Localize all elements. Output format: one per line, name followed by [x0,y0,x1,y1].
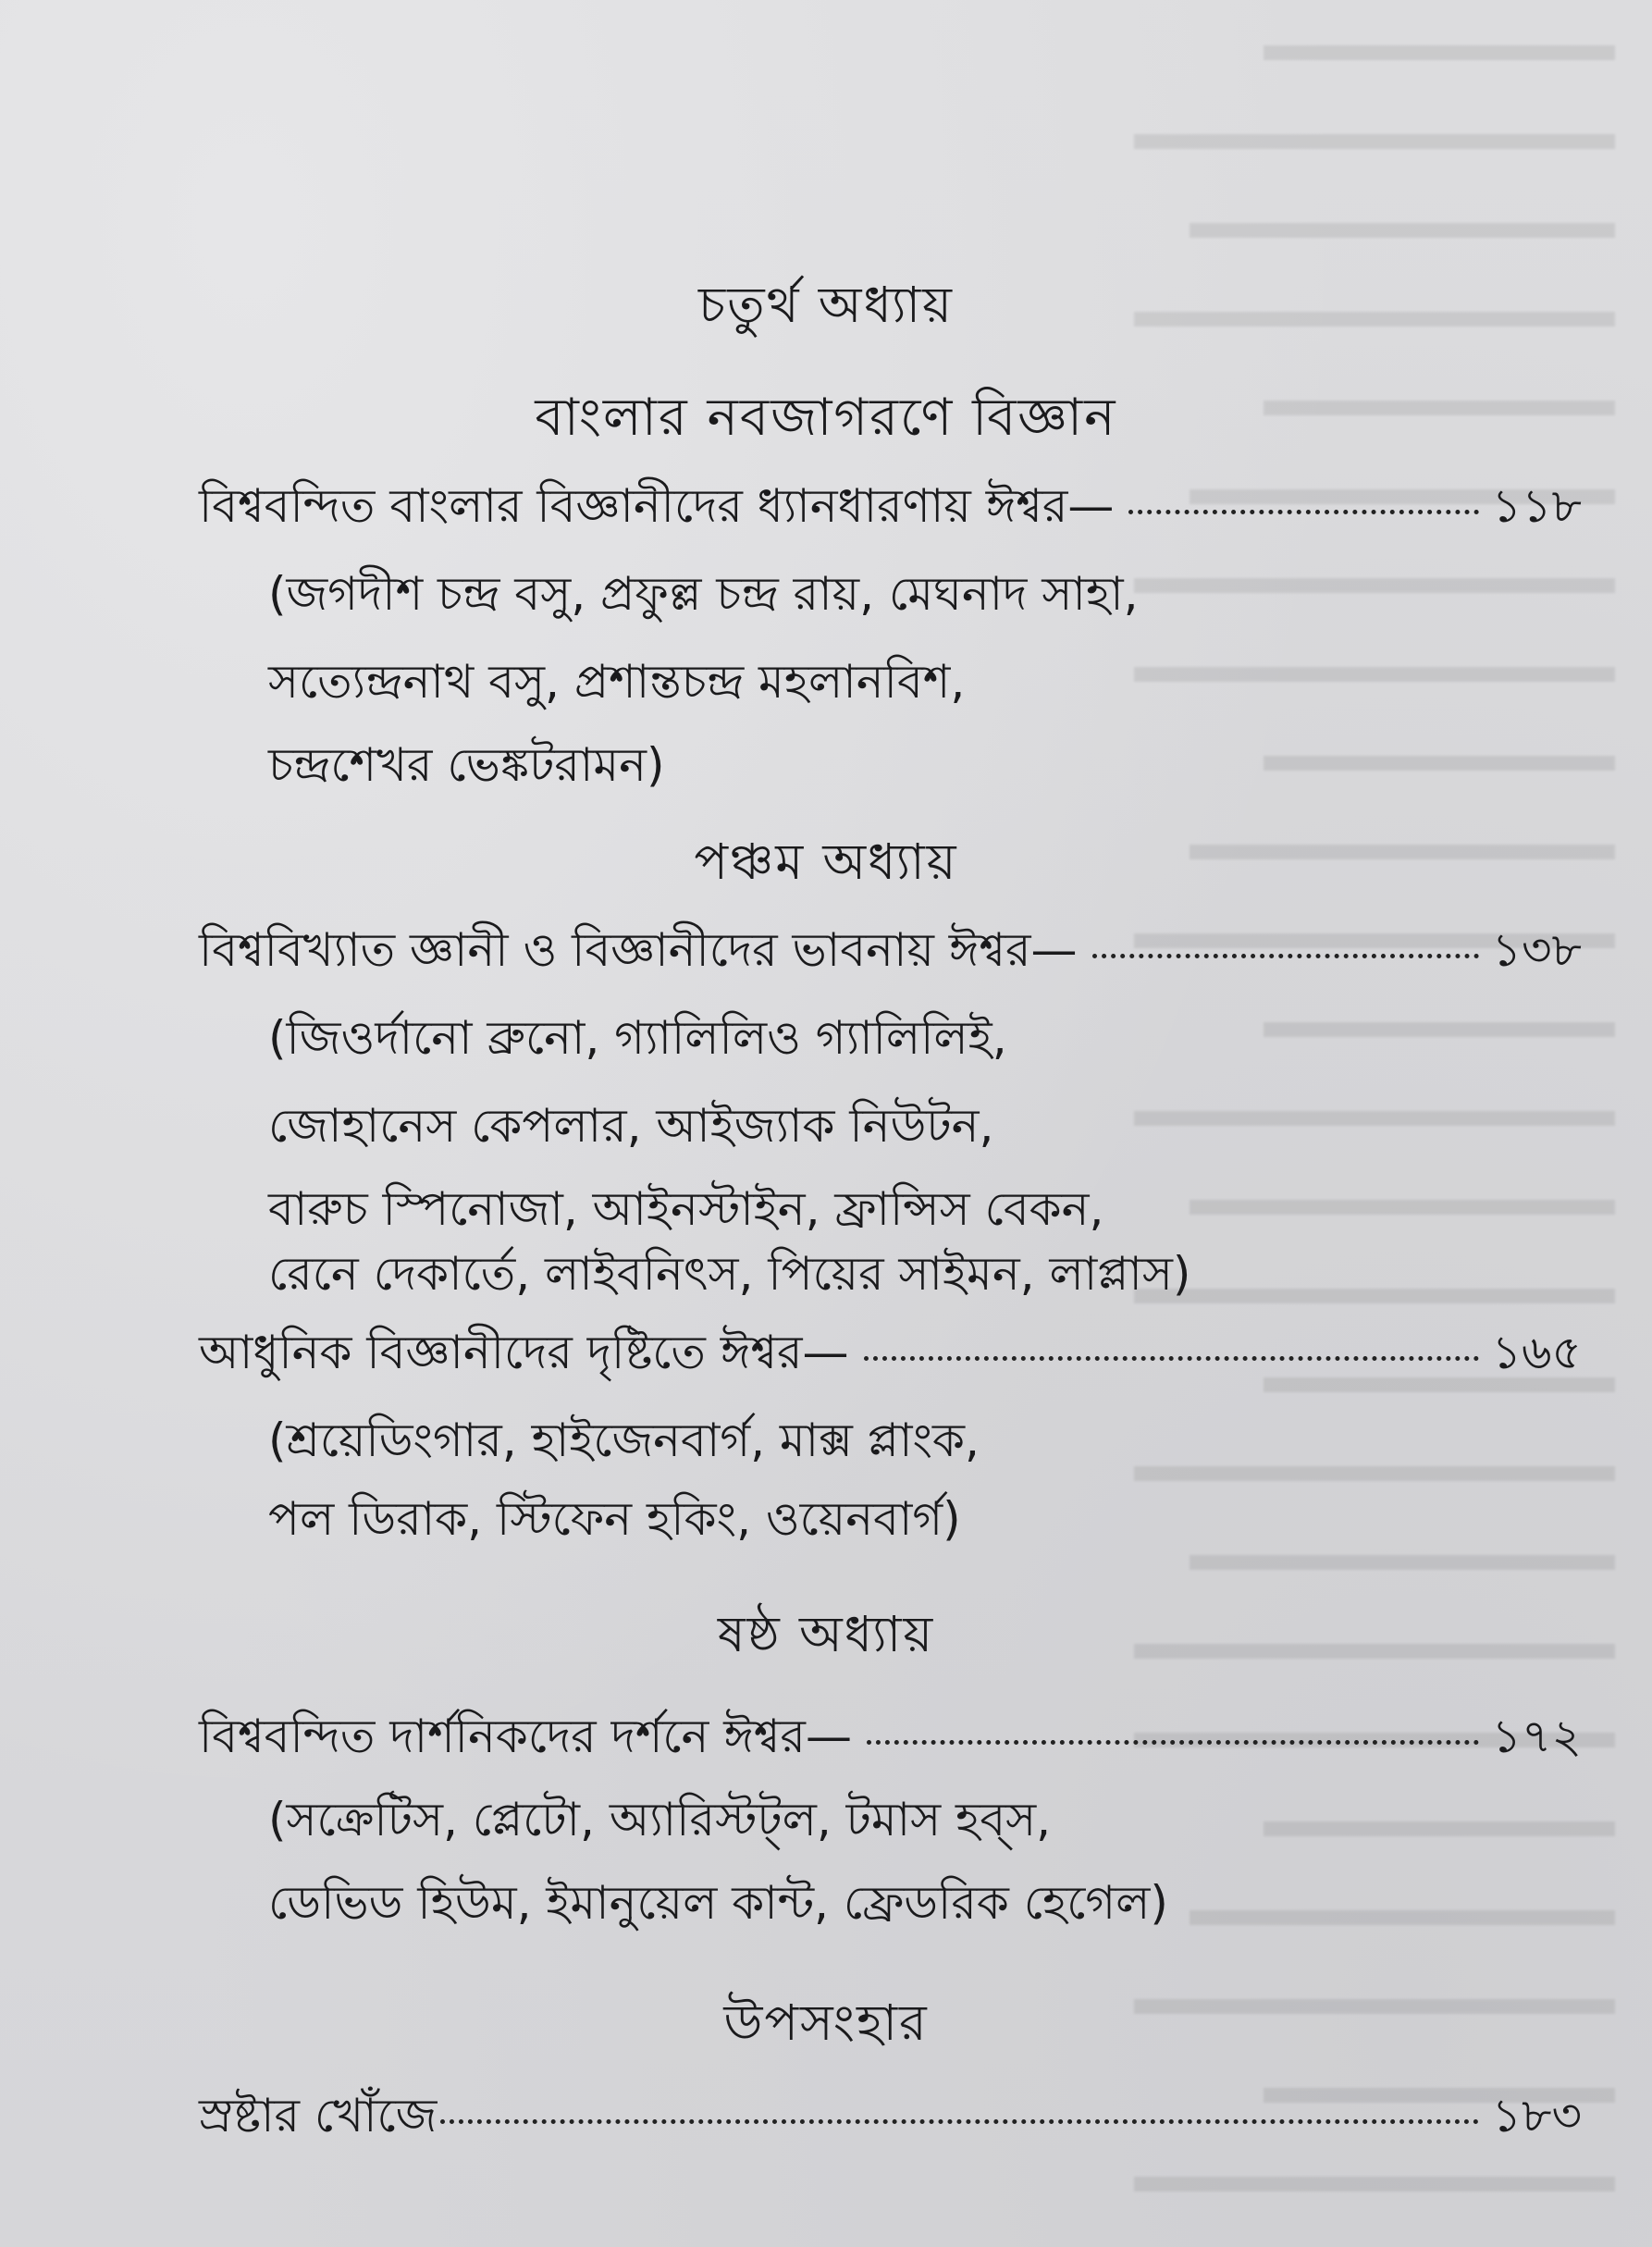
toc-entry-label: বিশ্ববিখ্যাত জ্ঞানী ও বিজ্ঞানীদের ভাবনায় ঈশ্বর— [199,923,1078,977]
toc-page-number: ১৭২ [1491,1710,1582,1763]
dot-leader [1128,510,1478,514]
toc-entry-label: আধুনিক বিজ্ঞানীদের দৃষ্টিতে ঈশ্বর— [199,1326,849,1379]
toc-entry-names: ডেভিড হিউম, ইমানুয়েল কান্ট, ফ্রেডরিক হেগেল) [268,1876,1168,1930]
toc-entry-label: বিশ্ববন্দিত দার্শনিকদের দর্শনে ঈশ্বর— [199,1710,852,1763]
toc-entry-names: (সক্রেটিস, প্লেটো, অ্যারিস্টট্‌ল, টমাস হব্‌স, [268,1793,1052,1846]
toc-entry-label: স্রষ্টার খোঁজে [199,2089,438,2142]
chapter-4-title: চতুর্থ অধ্যায় [698,276,954,334]
dot-leader [1092,954,1479,958]
toc-page-number: ১৮৩ [1491,2089,1582,2142]
toc-entry [199,1702,1582,1779]
toc-entry-names: (জিওর্দানো ব্রুনো, গ্যালিলিও গ্যালিলিই, [268,1011,1007,1065]
dot-leader [864,1356,1479,1361]
toc-entry-names: (শ্রয়েডিংগার, হাইজেনবার্গ, মাক্স প্লাংক, [268,1414,980,1467]
toc-entry [199,2081,1582,2158]
toc-entry-label: বিশ্ববন্দিত বাংলার বিজ্ঞানীদের ধ্যানধারণায় ঈশ্বর— [199,479,1115,533]
toc-entry-names: (জগদীশ চন্দ্র বসু, প্রফুল্ল চন্দ্র রায়, মেঘনাদ সাহা, [268,567,1139,621]
chapter-5-title: পঞ্চম অধ্যায় [694,833,958,891]
toc-entry-names: সত্যেন্দ্রনাথ বসু, প্রশান্তচন্দ্র মহলানবিশ, [268,655,966,709]
chapter-6-title: ষষ্ঠ অধ্যায় [717,1605,935,1663]
toc-entry [199,916,1582,993]
toc-page-number: ১৬৫ [1491,1326,1582,1379]
toc-entry [199,1318,1582,1395]
toc-entry-names: রেনে দেকার্তে, লাইবনিৎস, পিয়ের সাইমন, লাপ্লাস) [268,1247,1191,1301]
chapter-4-subtitle: বাংলার নবজাগরণে বিজ্ঞান [535,388,1117,448]
toc-page-number: ১৩৮ [1491,923,1582,977]
toc-entry [199,472,1582,549]
toc-entry-names: চন্দ্রশেখর ভেঙ্কটরামন) [268,738,665,792]
toc-page-number: ১১৮ [1491,479,1582,533]
dot-leader [440,2119,1478,2124]
toc-entry-names: জোহানেস কেপলার, আইজ্যাক নিউটন, [268,1099,994,1153]
toc-entry-names: বারুচ স্পিনোজা, আইনস্টাইন, ফ্রান্সিস বেকন, [268,1182,1104,1236]
toc-entry-names: পল ডিরাক, স্টিফেন হকিং, ওয়েনবার্গ) [268,1492,961,1546]
dot-leader [867,1740,1479,1745]
epilogue-title: উপসংহার [723,1994,929,2052]
